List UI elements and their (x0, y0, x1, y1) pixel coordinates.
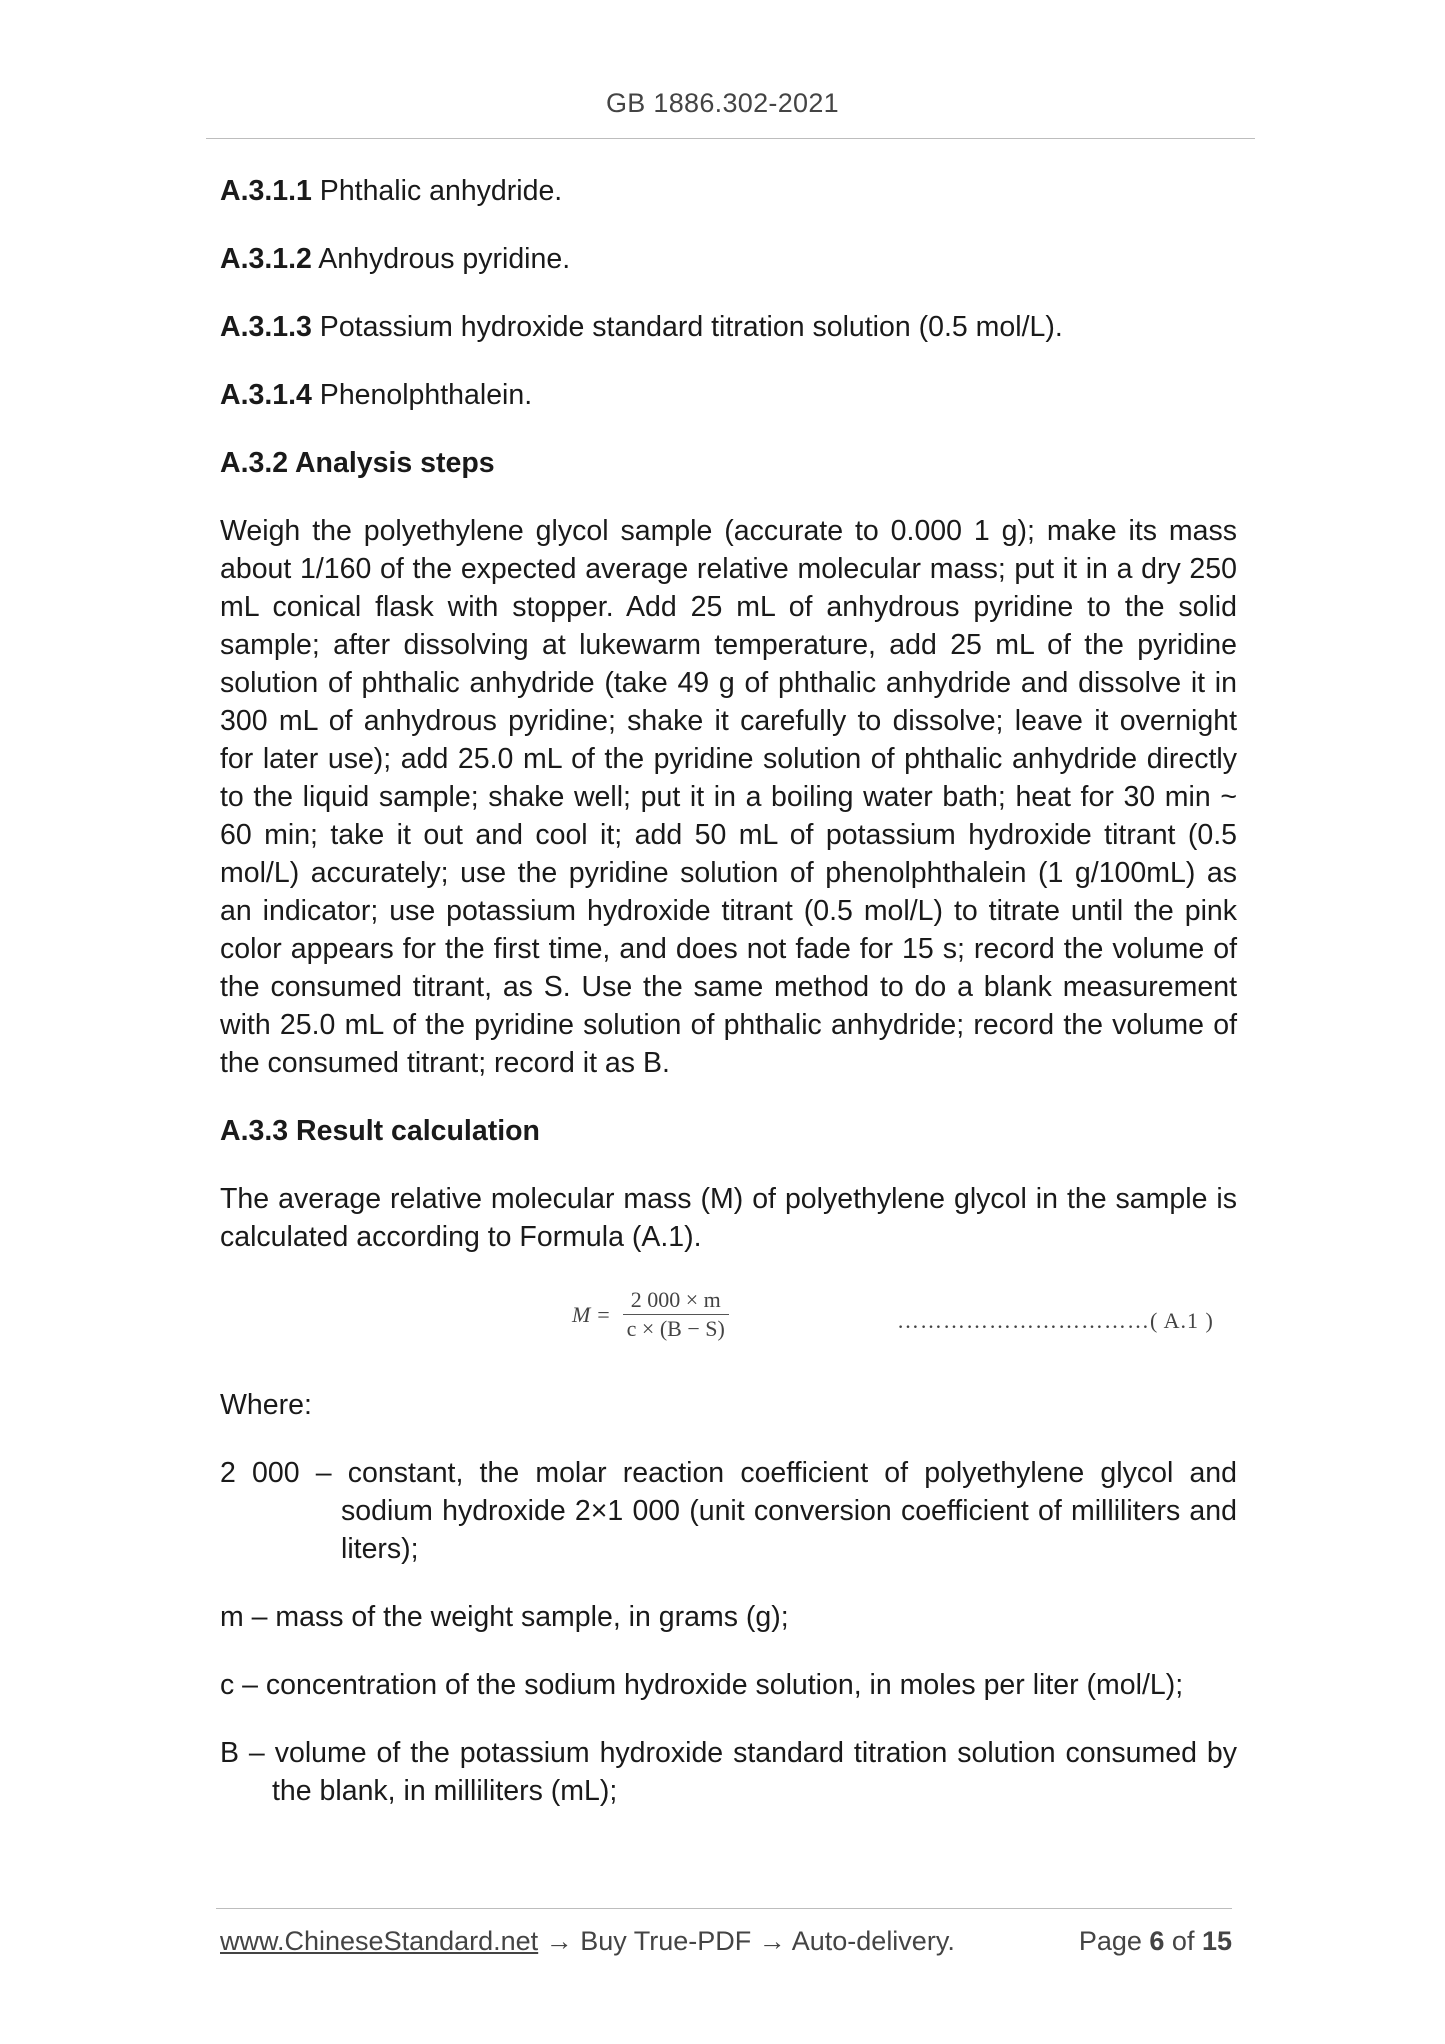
formula-block (220, 1286, 1237, 1348)
page-number: 6 (1149, 1926, 1165, 1956)
website-link[interactable]: www.ChineseStandard.net (220, 1926, 539, 1956)
formula-denominator: c × (B − S) (626, 1316, 725, 1341)
document-header: GB 1886.302-2021 (606, 88, 839, 118)
item-number: A.3.1.1 (220, 175, 312, 207)
reagent-item (220, 240, 1237, 278)
footer-promo-text: → Buy True-PDF → Auto-delivery. (538, 1926, 955, 1956)
definition-item: c – concentration of the sodium hydroxide solution, in moles per liter (mol/L); (220, 1669, 1184, 1701)
item-number: A.3.1.4 (220, 379, 312, 411)
of-label: of (1164, 1926, 1202, 1956)
reagent-item (220, 376, 1237, 414)
footer-promo (220, 1926, 955, 1957)
formula-number: ……………………………( A.1 ) (897, 1308, 1214, 1333)
analysis-paragraph: Weigh the polyethylene glycol sample (accurate to 0.000 1 g); make its mass about 1/160 of the expected average relative molecular mass; put it in a dry 250 mL conical flask with stopper. Add 25 mL of anhydrous pyridine to the solid sample; after dissolving at lukewarm temperature, add 25 mL of the pyridine solution of phthalic anhydride (take 49 g of phthalic anhydride and dissolve it in 300 mL of anhydrous pyridine; shake it carefully to dissolve; leave it overnight for later use); add 25.0 mL of the pyridine solution of phthalic anhydride directly to the liquid sample; shake well; put it in a boiling water bath; heat for 30 min ~ 60 min; take it out and cool it; add 50 mL of potassium hydroxide titrant (0.5 mol/L) accurately; use the pyridine solution of phenolphthalein (1 g/100mL) as an indicator; use potassium hydroxide titrant (0.5 mol/L) to titrate until the pink color appears for the first time, and does not fade for 15 s; record the volume of the consumed titrant, as S. Use the same method to do a blank measurement with 25.0 mL of the pyridine solution of phthalic anhydride; record the volume of the consumed titrant; record it as B. (220, 515, 1237, 1079)
reagent-item (220, 172, 1237, 210)
definition-item: 2 000 – constant, the molar reaction coefficient of polyethylene glycol and sodium hydroxide 2×1 000 (unit conversion coefficient of milliliters and liters); (220, 1457, 1237, 1565)
item-text: Phenolphthalein. (311, 379, 533, 411)
result-heading: A.3.3 Result calculation (220, 1115, 540, 1147)
definition-item: B – volume of the potassium hydroxide standard titration solution consumed by the blank, in milliliters (mL); (220, 1737, 1237, 1807)
item-number: A.3.1.2 (220, 243, 312, 275)
item-text: Potassium hydroxide standard titration solution (0.5 mol/L). (311, 311, 1063, 343)
formula-a1 (572, 1286, 733, 1343)
document-body (220, 172, 1237, 1840)
footer-divider (216, 1908, 1232, 1909)
definition-item: m – mass of the weight sample, in grams (g); (220, 1601, 789, 1633)
item-number: A.3.1.3 (220, 311, 312, 343)
result-paragraph: The average relative molecular mass (M) of polyethylene glycol in the sample is calculated according to Formula (A.1). (220, 1183, 1237, 1253)
symbol-definitions (220, 1454, 1237, 1810)
page-total: 15 (1201, 1926, 1232, 1956)
analysis-heading: A.3.2 Analysis steps (220, 447, 495, 479)
page-footer (220, 1926, 1232, 1957)
where-label: Where: (220, 1389, 312, 1421)
item-text: Phthalic anhydride. (311, 175, 563, 207)
page-indicator (1079, 1926, 1232, 1957)
formula-fraction (619, 1286, 733, 1343)
header-divider (206, 138, 1255, 139)
page-label: Page (1078, 1926, 1150, 1956)
formula-lhs: M = (572, 1301, 611, 1327)
formula-numerator: 2 000 × m (623, 1286, 729, 1315)
reagent-item (220, 308, 1237, 346)
item-text: Anhydrous pyridine. (311, 243, 571, 275)
